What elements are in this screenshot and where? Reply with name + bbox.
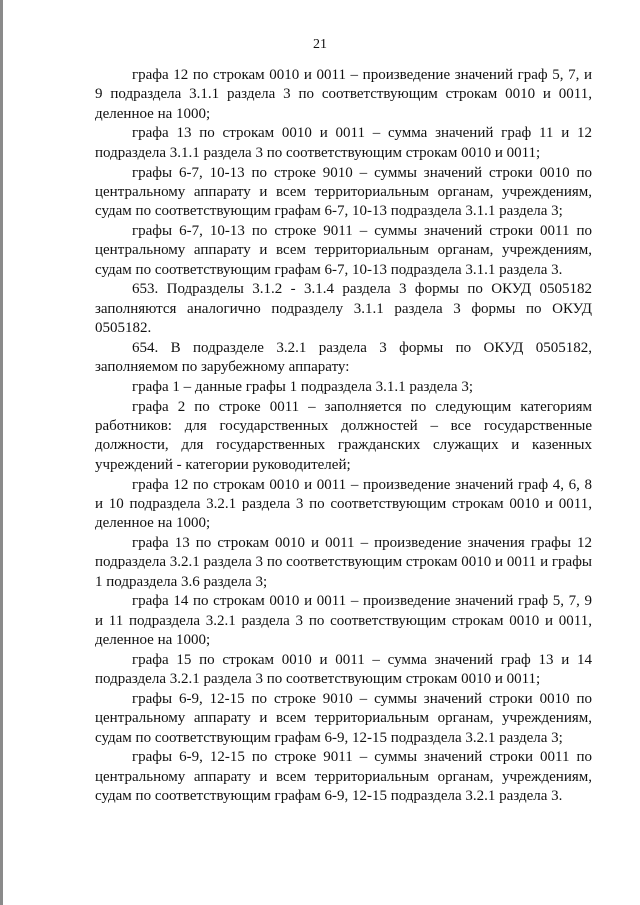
paragraph-654: 654. В подразделе 3.2.1 раздела 3 формы по ОКУД 0505182, заполняемом по зарубежному аппарату:: [95, 339, 592, 376]
paragraph-grafa-12: графа 12 по строкам 0010 и 0011 – произведение значений граф 5, 7, и 9 подраздела 3.1.1 раздела 3 по соответствующим строкам 0010 и 0011, деленное на 1000;: [95, 67, 592, 122]
paragraph-grafy-9011: графы 6-7, 10-13 по строке 9011 – суммы значений строки 0011 по центральному аппарату и всем территориальным органам, учреждениям, судам по соответствующим графам 6-7, 10-13 подраздела 3.1.1 раздела 3.: [95, 223, 592, 278]
paragraph-grafa-1: графа 1 – данные графы 1 подраздела 3.1.1 раздела 3;: [132, 379, 474, 395]
paragraph-grafa-12-zarub: графа 12 по строкам 0010 и 0011 – произведение значений граф 4, 6, 8 и 10 подраздела 3.2.1 раздела 3 по соответствующим строкам 0010 и 0011, деленное на 1000;: [95, 476, 592, 532]
scan-edge: [0, 0, 3, 905]
paragraph-grafa-13-zarub: графа 13 по строкам 0010 и 0011 – произведение значения графы 12 подраздела 3.2.1 раздела 3 по соответствующим строкам 0010 и 0011 и графы 1 подраздела 3.6 раздела 3;: [95, 535, 592, 590]
paragraph-653: 653. Подразделы 3.1.2 - 3.1.4 раздела 3 формы по ОКУД 0505182 заполняются аналогично подразделу 3.1.1 раздела 3 формы по ОКУД 0505182.: [95, 281, 592, 337]
paragraph-grafa-14-zarub: графа 14 по строкам 0010 и 0011 – произведение значений граф 5, 7, 9 и 11 подраздела 3.2.1 раздела 3 по соответствующим строкам 0010 и 0011, деленное на 1000;: [95, 593, 592, 649]
paragraph-grafy-9010: графы 6-7, 10-13 по строке 9010 – суммы значений строки 0010 по центральному аппарату и всем территориальным органам, учреждениям, судам по соответствующим графам 6-7, 10-13 подраздела 3.1.1 раздела 3;: [95, 164, 592, 220]
page-number: 21: [313, 37, 327, 52]
paragraph-grafa-2: графа 2 по строке 0011 – заполняется по следующим категориям работников: для государственных должностей – все государственные должности, для государственных гражданских служащих и казенных учреждений - категории руководителей;: [95, 398, 592, 473]
paragraph-grafy-9011-zarub: графы 6-9, 12-15 по строке 9011 – суммы значений строки 0011 по центральному аппарату и всем территориальным органам, учреждениям, судам по соответствующим графам 6-9, 12-15 подраздела 3.2.1 раздела 3.: [95, 749, 592, 805]
document-body: [95, 66, 592, 807]
paragraph-grafy-9010-zarub: графы 6-9, 12-15 по строке 9010 – суммы значений строки 0010 по центральному аппарату и всем территориальным органам, учреждениям, судам по соответствующим графам 6-9, 12-15 подраздела 3.2.1 раздела 3;: [95, 691, 592, 746]
paragraph-grafa-15-zarub: графа 15 по строкам 0010 и 0011 – сумма значений граф 13 и 14 подраздела 3.2.1 раздела 3 по соответствующим строкам 0010 и 0011;: [95, 651, 592, 688]
paragraph-grafa-13: графа 13 по строкам 0010 и 0011 – сумма значений граф 11 и 12 подраздела 3.1.1 раздела 3 по соответствующим строкам 0010 и 0011;: [95, 125, 592, 161]
